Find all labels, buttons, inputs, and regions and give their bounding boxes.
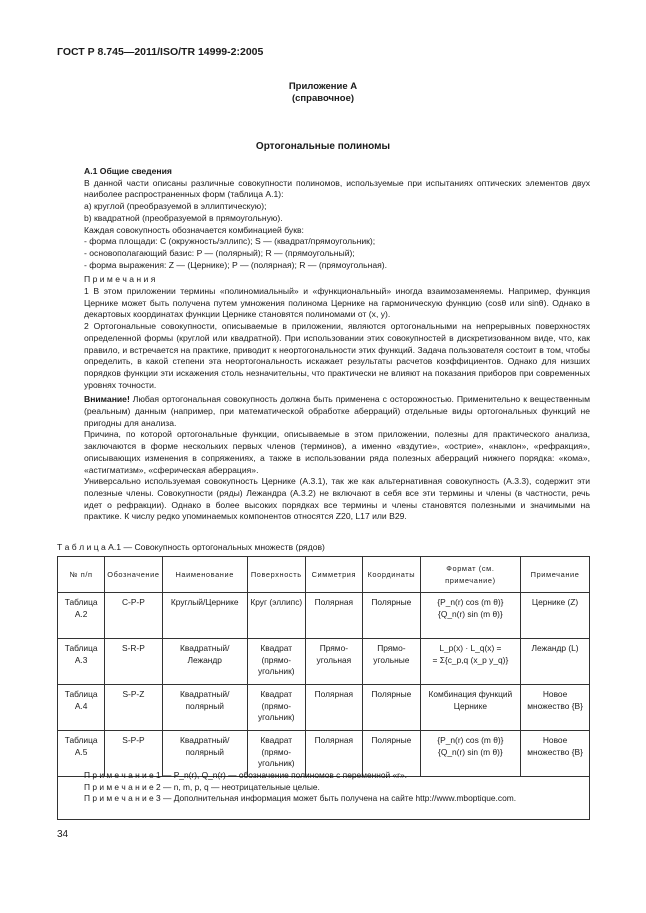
document-header: ГОСТ Р 8.745—2011/ISO/TR 14999-2:2005 — [57, 46, 264, 58]
note-paragraph: 1 В этом приложении термины «полиномиальный» и «функциональный» иногда взаимозаменяемы. Например, функция Цернике может быть получена путем умножения полинома Цернике на гармоническую функцию (cosθ или sinθ). Однако в декартовых координатах функции Цернике становятся полиномами от (x, y). — [84, 286, 590, 320]
table-cell: Квадрат (прямо-угольник) — [247, 639, 305, 685]
table-header-cell: Примечание — [521, 557, 590, 593]
appendix-title: Приложение А — [288, 81, 358, 92]
notes-heading: П р и м е ч а н и я — [84, 274, 156, 285]
table-note: П р и м е ч а н и е 1 — P_n(r), Q_n(r) — обозначение полиномов с переменной «r». — [84, 770, 407, 780]
table-header-cell: Симметрия — [305, 557, 362, 593]
formula-line: {Q_n(r) sin (m θ)} — [438, 608, 503, 619]
section-title: Ортогональные полиномы — [255, 141, 391, 152]
formula-line: Комбинация функций — [428, 689, 513, 699]
note-paragraph: 2 Ортогональные совокупности, описываемые в приложении, являются ортогональными на непрерывных поверхностях определенной формы (круглой или квадратной). При использовании этих совокупностей в дискретизованном виде, что, как правило, и встречается на практике, приводит к неортогональности этих функций. Задача пользователя состоит в том, чтобы определить, в какой степени эта неортогональность искажает результаты расчетов коэффициентов. Однако для низших порядков функции эти искажения столь незначительны, что практически не влияют на показания приборов при современных уровнях точности. — [84, 321, 590, 390]
formula-line: {P_n(r) cos (m θ)} — [437, 597, 504, 607]
table-cell: Новое множество {B} — [521, 685, 590, 731]
table-cell: Таблица А.5 — [58, 731, 105, 777]
list-item: Каждая совокупность обозначается комбинацией букв: — [84, 224, 304, 235]
table-cell: Таблица А.2 — [58, 593, 105, 639]
table-cell: S-R-P — [105, 639, 162, 685]
table-cell — [420, 685, 520, 731]
table-header-cell: Наименование — [162, 557, 247, 593]
table-cell: Полярные — [363, 731, 421, 777]
page-number: 34 — [57, 829, 69, 840]
table-cell: Новое множество {B} — [521, 731, 590, 777]
reason-paragraph: Причина, по которой ортогональные функции, описываемые в этом приложении, полезны для практического анализа, заключаются в форме нескольких первых членов (терминов), а именно «вздутие», «острие», «наклон», «рефракция», описывающих изменения в сопряжениях, а также в использовании ряда полезных аберраций нижнего порядка: «кома», «астигматизм», «сферическая аберрация». — [84, 429, 590, 475]
table-cell: Квадрат (прямо-угольник) — [247, 685, 305, 731]
table-cell: Круг (эллипс) — [247, 593, 305, 639]
table-row — [58, 593, 590, 639]
list-item: - форма выражения: Z — (Цернике); P — (полярная); R — (прямоугольная). — [84, 259, 388, 270]
formula-line: Цернике — [453, 700, 487, 711]
warning-paragraph — [84, 394, 590, 429]
table-cell: Квадратный/ Лежандр — [162, 639, 247, 685]
table-row — [58, 685, 590, 731]
table-cell: Полярные — [363, 685, 421, 731]
table-cell — [420, 593, 520, 639]
warning-text: Любая ортогональная совокупность должна быть применена с осторожностью. Применительно к вещественным (реальным) данным (например, при математической обработке аберраций) отдельные виды ортогональных функций не пригодны для анализа. — [84, 394, 590, 428]
list-item: а) круглой (преобразуемой в эллиптическую); — [84, 201, 267, 212]
formula-line: {P_n(r) cos (m θ)} — [437, 735, 504, 745]
table-header-cell: Координаты — [363, 557, 421, 593]
table-header-cell: Обозначение — [105, 557, 162, 593]
body-text — [84, 166, 590, 523]
table-cell: C-P-P — [105, 593, 162, 639]
formula-line: {Q_n(r) sin (m θ)} — [438, 746, 503, 757]
table-header-cell: Формат (см. примечание) — [420, 557, 520, 593]
formula-line: = Σ{c_p,q (x_p y_q)} — [432, 654, 509, 665]
list-item: b) квадратной (преобразуемой в прямоугольную). — [84, 212, 283, 223]
table-header-row — [58, 557, 590, 593]
table-cell: S-P-P — [105, 731, 162, 777]
table-cell: S-P-Z — [105, 685, 162, 731]
table-caption: Т а б л и ц а А.1 — Совокупность ортогональных множеств (рядов) — [57, 542, 325, 552]
universal-paragraph: Универсально используемая совокупность Цернике (А.3.1), так же как альтернативная совокупность (А.3.3), содержит эти полезные члены. Совокупности (ряды) Лежандра (А.3.2) не включают в себя все эти термины и члены (в частности, речь идет о рефракции). Однако в более высоких порядках все термины и члены становятся полезными и значимыми на практике. К числу редко упоминаемых компонентов относятся Z20, L17 или B29. — [84, 476, 590, 522]
table-cell: Таблица А.3 — [58, 639, 105, 685]
table-header-cell: Поверхность — [247, 557, 305, 593]
table-cell: Полярные — [363, 593, 421, 639]
list-item: - форма площади: C (окружность/эллипс); S — (квадрат/прямоугольник); — [84, 236, 376, 247]
table-cell — [420, 639, 520, 685]
table-cell: Полярная — [305, 731, 362, 777]
list-item: - основополагающий базис: P — (полярный); R — (прямоугольный); — [84, 247, 355, 258]
intro-paragraph: В данной части описаны различные совокупности полиномов, используемые при испытаниях оптических элементов двух наиболее распространенных форм (таблица А.1): — [84, 177, 590, 200]
table-cell: Квадратный/ полярный — [162, 731, 247, 777]
table-note: П р и м е ч а н и е 2 — n, m, p, q — неотрицательные целые. — [84, 781, 320, 792]
table-cell: Таблица А.4 — [58, 685, 105, 731]
table-cell: Квадрат (прямо-угольник) — [247, 731, 305, 777]
table-cell: Квадратный/ полярный — [162, 685, 247, 731]
subsection-heading: А.1 Общие сведения — [84, 166, 172, 176]
orthogonal-sets-table — [57, 556, 590, 777]
table-cell: Прямо-угольная — [305, 639, 362, 685]
table-cell: Прямо-угольные — [363, 639, 421, 685]
table-header-cell: № п/п — [58, 557, 105, 593]
table-cell: Лежандр (L) — [521, 639, 590, 685]
formula-line: L_p(x) · L_q(x) = — [439, 643, 502, 653]
table-row — [58, 639, 590, 685]
table-cell: Круглый/Цернике — [162, 593, 247, 639]
table-notes — [62, 770, 586, 805]
table-note: П р и м е ч а н и е 3 — Дополнительная информация может быть получена на сайте http://www.mboptique.com. — [84, 793, 517, 804]
table-cell: Полярная — [305, 685, 362, 731]
appendix-subtitle: (справочное) — [291, 93, 355, 104]
table-cell: Полярная — [305, 593, 362, 639]
table-cell: Цернике (Z) — [521, 593, 590, 639]
warning-label: Внимание! — [84, 394, 130, 405]
